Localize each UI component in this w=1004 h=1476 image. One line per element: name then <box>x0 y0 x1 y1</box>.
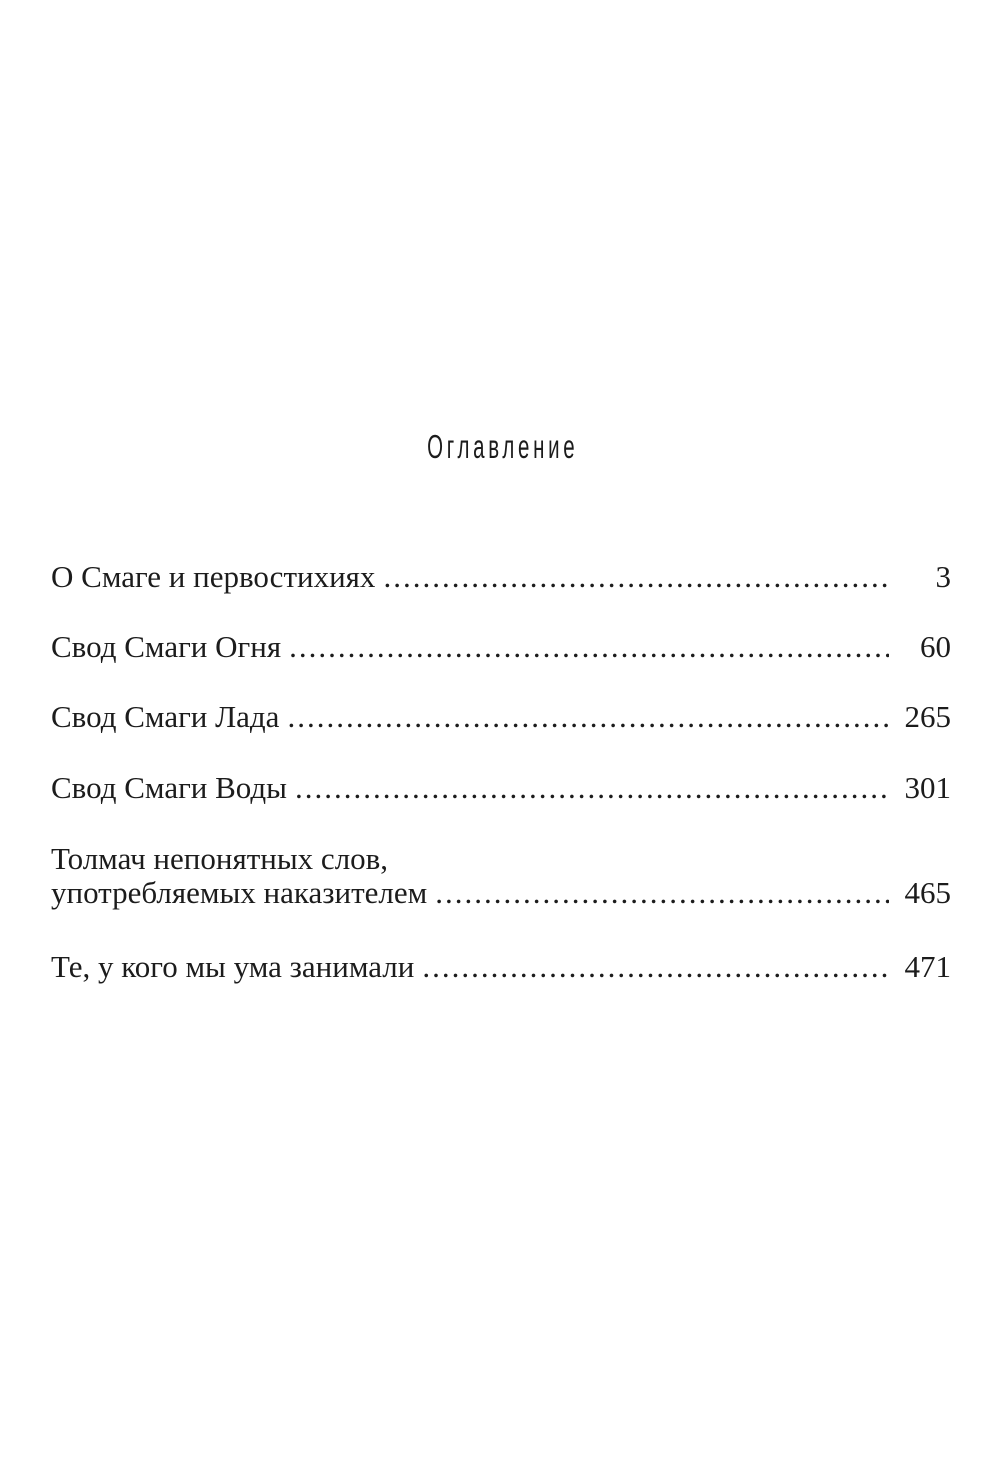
dot-leader <box>383 560 889 594</box>
toc-entry-title: Свод Смаги Воды <box>51 770 288 805</box>
dot-leader <box>435 876 889 910</box>
dot-leader <box>422 950 889 984</box>
toc-entry-title: Свод Смаги Огня <box>51 629 282 664</box>
toc-entry-page: 60 <box>920 629 951 664</box>
dot-leader <box>295 771 889 805</box>
toc-entry-page: 471 <box>904 949 951 984</box>
toc-entry-page: 465 <box>904 875 951 910</box>
toc-entry <box>51 560 951 594</box>
dot-leader <box>287 700 889 734</box>
toc-entry-title: Свод Смаги Лада <box>51 699 280 734</box>
toc-entry-page: 265 <box>904 699 951 734</box>
toc-entry-page: 301 <box>904 770 951 805</box>
toc-entry-page: 3 <box>935 559 951 594</box>
toc-entry-title-line-2: употребляемых наказителем <box>51 875 428 910</box>
toc-entry-title-line-1: Толмач непонятных слов, <box>51 841 389 876</box>
dot-leader <box>289 630 889 664</box>
toc-entry-title: О Смаге и первостихиях <box>51 559 376 594</box>
table-of-contents-heading: Оглавление <box>427 428 579 465</box>
toc-entry <box>51 700 951 734</box>
toc-entry-title: Те, у кого мы ума занимали <box>51 949 415 984</box>
toc-entry <box>51 771 951 805</box>
toc-entry <box>51 630 951 664</box>
toc-entry <box>51 950 951 984</box>
toc-entry <box>51 842 951 910</box>
